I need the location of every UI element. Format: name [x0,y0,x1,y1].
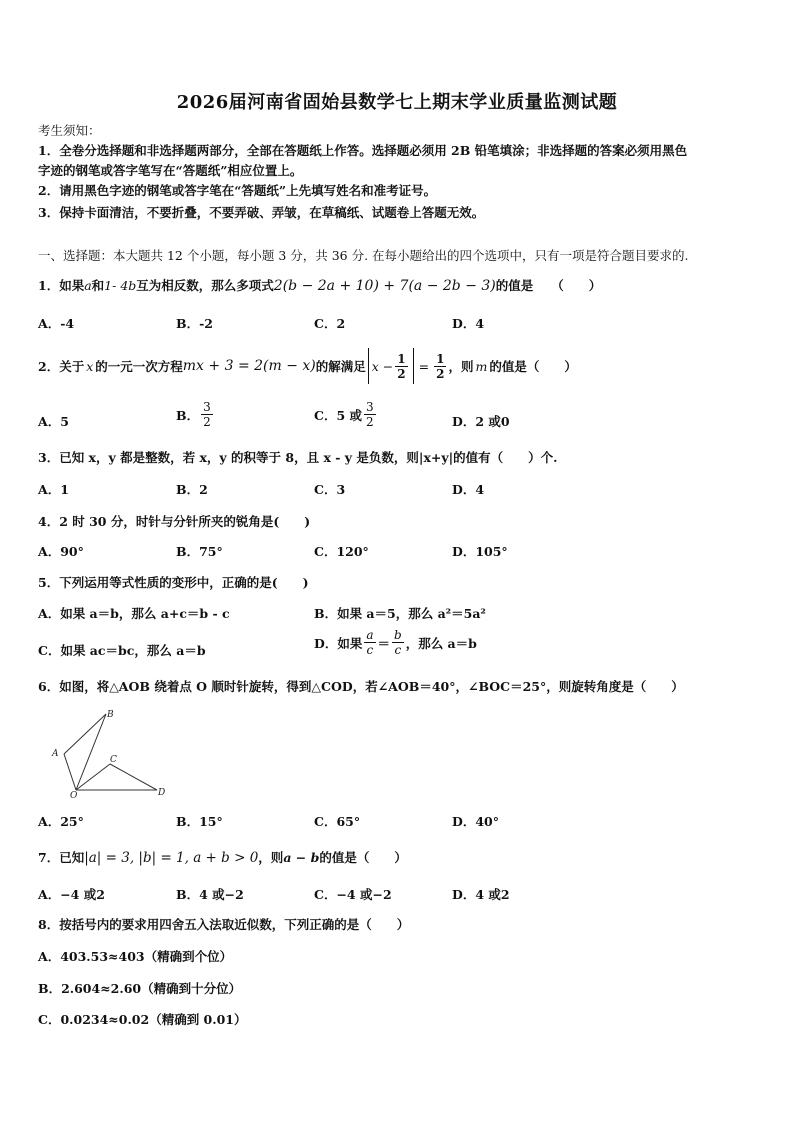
q5-option-c[interactable]: C．如果 ac＝bc，那么 a＝b [38,643,206,658]
q2-frac-num: 1 [397,351,406,366]
q1-answer-paren: （ ） [551,278,602,293]
q2-option-b-label: B． [176,407,200,423]
q2-mid2: 的解满足 [315,359,366,374]
q5-option-a[interactable]: A．如果 a＝b，那么 a+c＝b - c [38,606,230,621]
q1-option-c[interactable]: C．2 [314,316,346,331]
q3-option-d[interactable]: D．4 [452,482,485,497]
q6-option-c[interactable]: C．65° [314,814,361,829]
q1-expr1: 1- 4b [104,278,137,293]
question-2-stem [38,348,577,384]
label-o: O [70,791,78,798]
q5-d-f1-den: c [366,643,374,657]
q6-option-a[interactable]: A．25° [38,814,84,829]
notice-item-3: 3．保持卡面清洁，不要折叠，不要弄破、弄皱，在草稿纸、试题卷上答题无效。 [38,205,485,220]
question-7-stem [38,848,407,866]
notice-item-2: 2．请用黑色字迹的钢笔或答字笔在“答题纸”上先填写姓名和准考证号。 [38,183,437,198]
q5-option-d-post: ，那么 a＝b [405,635,477,651]
q4-option-a[interactable]: A．90° [38,544,84,559]
notice-item-1-line-2: 字迹的钢笔或答字笔写在“答题纸”相应位置上。 [38,163,303,178]
segment-cd [110,764,157,790]
q1-var-a: a [84,278,92,293]
q2-option-c-num: 3 [366,400,374,414]
q1-polynomial: 2(b − 2a + 10) + 7(a − 2b − 3) [273,278,496,294]
q2-mid1: 的一元一次方程 [95,359,183,374]
q2-abs-inner: x − [371,358,394,374]
exam-title: 2026届河南省固始县数学七上期末学业质量监测试题 [176,92,618,113]
q2-post2: 的值是（ ） [489,359,577,374]
question-8-stem: 8．按括号内的要求用四舍五入法取近似数，下列正确的是（ ） [38,917,410,932]
label-b: B [107,710,114,720]
q4-option-b[interactable]: B．75° [176,544,223,559]
q2-var-x: x [86,358,94,374]
notice-item-1-line-1: 1．全卷分选择题和非选择题两部分，全部在答题纸上作答。选择题必须用 2B 铅笔填涂；非选择题的答案必须用黑色 [38,143,688,158]
q2-frac-den: 2 [397,366,406,381]
q5-d-f2-den: c [394,643,402,657]
q2-option-b-num: 3 [203,400,211,414]
q1-option-a[interactable]: A．-4 [38,316,75,331]
q2-option-a[interactable]: A．5 [38,414,69,429]
q2-pre: 2．关于 [38,359,85,374]
q2-option-b-den: 2 [203,415,211,429]
q8-option-a[interactable]: A．403.53≈403（精确到个位） [38,949,233,964]
question-4-stem: 4．2 时 30 分，时针与分针所夹的锐角是( ) [38,514,311,529]
q3-option-a[interactable]: A．1 [38,482,69,497]
q2-post1: ，则 [448,359,474,374]
rotation-figure [44,706,174,798]
q7-expression: a − b [283,850,320,865]
q7-option-a[interactable]: A．−4 或2 [38,887,105,902]
q1-mid1: 和 [91,278,105,293]
q5-option-d[interactable] [314,628,477,657]
q5-d-f1-num: a [366,628,374,642]
notice-heading: 考生须知： [38,123,101,138]
q2-option-c-den: 2 [366,415,374,429]
q7-option-b[interactable]: B．4 或−2 [176,887,244,902]
question-6-stem: 6．如图，将△AOB 绕着点 O 顺时针旋转，得到△COD，若∠AOB＝40°，∠BOC＝25°，则旋转角度是（ ） [38,679,684,694]
q5-option-b[interactable]: B．如果 a＝5，那么 a²＝5a² [314,606,486,621]
question-3-stem: 3．已知 x，y 都是整数，若 x，y 的积等于 8，且 x - y 是负数，则|x+y|的值有（ ）个. [38,450,558,465]
q2-option-b-fraction [201,400,213,429]
q2-equation: mx + 3 = 2(m − x) [182,358,316,374]
q5-option-d-eq: ＝ [377,635,391,651]
q5-option-d-frac-1 [364,628,375,657]
q5-option-d-frac-2 [392,628,404,657]
q2-option-b[interactable] [176,400,215,429]
section-heading: 一、选择题：本大题共 12 个小题，每小题 3 分，共 36 分. 在每小题给出的四个选项中，只有一项是符合题目要求的. [38,248,689,263]
q7-option-d[interactable]: D．4 或2 [452,887,510,902]
q2-rhs-num: 1 [436,351,445,366]
label-d: D [158,788,166,798]
q2-option-d[interactable]: D．2 或0 [452,414,510,429]
q1-post: 的值是 [495,278,534,293]
segment-oa [64,754,76,790]
q2-option-c[interactable] [314,400,378,429]
q4-option-c[interactable]: C．120° [314,544,369,559]
segment-ab [64,714,106,754]
q7-option-c[interactable]: C．−4 或−2 [314,887,392,902]
q7-pre: 7．已知 [38,850,85,865]
q2-equals: = [418,358,430,374]
q1-option-d[interactable]: D．4 [452,316,485,331]
q2-fraction-rhs [434,352,446,381]
q3-option-b[interactable]: B．2 [176,482,208,497]
q7-post: 的值是（ ） [319,850,407,865]
q2-var-m: m [475,358,488,374]
q5-option-d-pre: D．如果 [314,635,363,651]
label-a: A [52,749,59,759]
q4-option-d[interactable]: D．105° [452,544,508,559]
q2-rhs-den: 2 [436,366,445,381]
question-1-stem [38,276,601,294]
q6-option-d[interactable]: D．40° [452,814,499,829]
q1-mid2: 互为相反数，那么多项式 [136,278,274,293]
label-c: C [110,755,117,765]
q1-option-b[interactable]: B．-2 [176,316,213,331]
q2-fraction-half [395,352,407,381]
q8-option-b[interactable]: B．2.604≈2.60（精确到十分位） [38,981,242,996]
q2-option-c-label: C．5 或 [314,407,362,423]
question-5-stem: 5．下列运用等式性质的变形中，正确的是( ) [38,575,309,590]
q5-d-f2-num: b [394,628,402,642]
q2-absolute-value [368,348,414,384]
q1-pre: 1．如果 [38,278,85,293]
q7-mid: ，则 [258,850,284,865]
q6-option-b[interactable]: B．15° [176,814,223,829]
q2-option-c-fraction [364,400,376,429]
q8-option-c[interactable]: C．0.0234≈0.02（精确到 0.01） [38,1012,247,1027]
q3-option-c[interactable]: C．3 [314,482,346,497]
q7-condition: |a| = 3, |b| = 1, a + b > 0 [84,850,259,866]
